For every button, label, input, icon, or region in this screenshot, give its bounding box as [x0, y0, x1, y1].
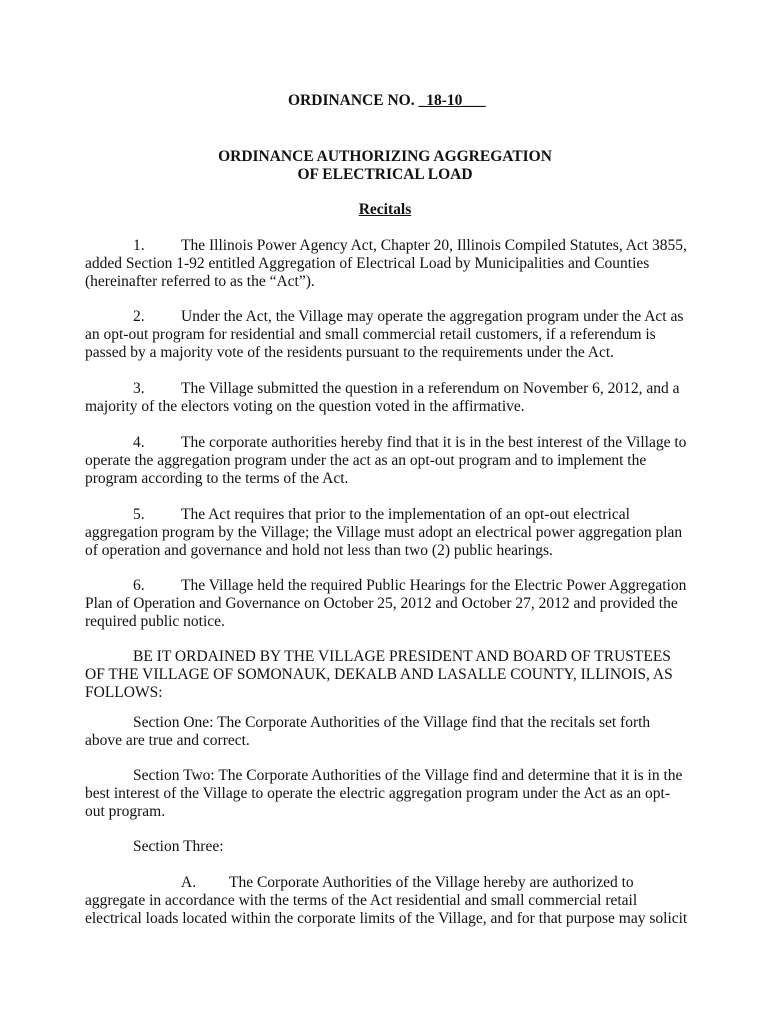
- recital-number: 2.: [133, 308, 145, 325]
- section-text-line: The Corporate Authorities of the Village hereby are authorized to: [229, 874, 634, 891]
- ordinance-number-prefix: ORDINANCE NO.: [288, 92, 419, 109]
- document-title-line-1: ORDINANCE AUTHORIZING AGGREGATION: [218, 148, 552, 165]
- ordinance-number-line: [288, 92, 486, 110]
- recital-number: 4.: [133, 434, 145, 451]
- recital-text-line: majority of the electors voting on the question voted in the affirmative.: [85, 398, 525, 415]
- section-text-line: Section One: The Corporate Authorities of the Village find that the recitals set forth: [133, 714, 651, 731]
- section-text-line: aggregate in accordance with the terms of the Act residential and small commercial retail: [85, 892, 638, 909]
- recital-number: 6.: [133, 577, 145, 594]
- recital-text-line: program according to the terms of the Act.: [85, 470, 349, 487]
- section-text-line: Section Two: The Corporate Authorities of the Village find and determine that it is in the: [133, 767, 683, 784]
- recital-text-line: The corporate authorities hereby find that it is in the best interest of the Village to: [181, 434, 687, 451]
- recital-text-line: (hereinafter referred to as the “Act”).: [85, 273, 315, 290]
- recital-text-line: The Village held the required Public Hearings for the Electric Power Aggregation: [181, 577, 687, 594]
- recital-text-line: aggregation program by the Village; the Village must adopt an electrical power aggregation plan: [85, 524, 683, 541]
- ordained-text-line: OF THE VILLAGE OF SOMONAUK, DEKALB AND LASALLE COUNTY, ILLINOIS, AS: [85, 666, 673, 683]
- section-item-letter: A.: [181, 874, 197, 891]
- recital-text-line: Under the Act, the Village may operate the aggregation program under the Act as: [181, 308, 684, 325]
- ordained-text-line: BE IT ORDAINED BY THE VILLAGE PRESIDENT AND BOARD OF TRUSTEES: [133, 648, 671, 665]
- recitals-heading: Recitals: [358, 201, 412, 218]
- recital-text-line: an opt-out program for residential and small commercial retail customers, if a referendum is: [85, 326, 656, 343]
- section-three-heading: Section Three:: [133, 838, 224, 855]
- recital-text-line: The Village submitted the question in a referendum on November 6, 2012, and a: [181, 380, 680, 397]
- recital-text-line: added Section 1-92 entitled Aggregation of Electrical Load by Municipalities and Counties: [85, 255, 650, 272]
- section-text-line: out program.: [85, 803, 166, 820]
- recital-text-line: Plan of Operation and Governance on October 25, 2012 and October 27, 2012 and provided the: [85, 595, 678, 612]
- document-title-line-2: OF ELECTRICAL LOAD: [297, 166, 473, 183]
- recital-number: 5.: [133, 506, 145, 523]
- recital-text-line: required public notice.: [85, 613, 225, 630]
- recital-text-line: of operation and governance and hold not less than two (2) public hearings.: [85, 542, 553, 559]
- recital-text-line: The Act requires that prior to the implementation of an opt-out electrical: [181, 506, 630, 523]
- ordained-text-line: FOLLOWS:: [85, 684, 163, 701]
- ordinance-number: _18-10___: [418, 92, 486, 109]
- section-text-line: best interest of the Village to operate the electric aggregation program under the Act as an opt-: [85, 785, 670, 802]
- recital-number: 1.: [133, 237, 145, 254]
- recital-text-line: operate the aggregation program under the act as an opt-out program and to implement the: [85, 452, 647, 469]
- section-text-line: electrical loads located within the corporate limits of the Village, and for that purpose may solicit: [85, 910, 688, 927]
- recital-text-line: passed by a majority vote of the residents pursuant to the requirements under the Act.: [85, 344, 615, 361]
- recital-number: 3.: [133, 380, 145, 397]
- section-text-line: above are true and correct.: [85, 732, 250, 749]
- recital-text-line: The Illinois Power Agency Act, Chapter 20, Illinois Compiled Statutes, Act 3855,: [181, 237, 687, 254]
